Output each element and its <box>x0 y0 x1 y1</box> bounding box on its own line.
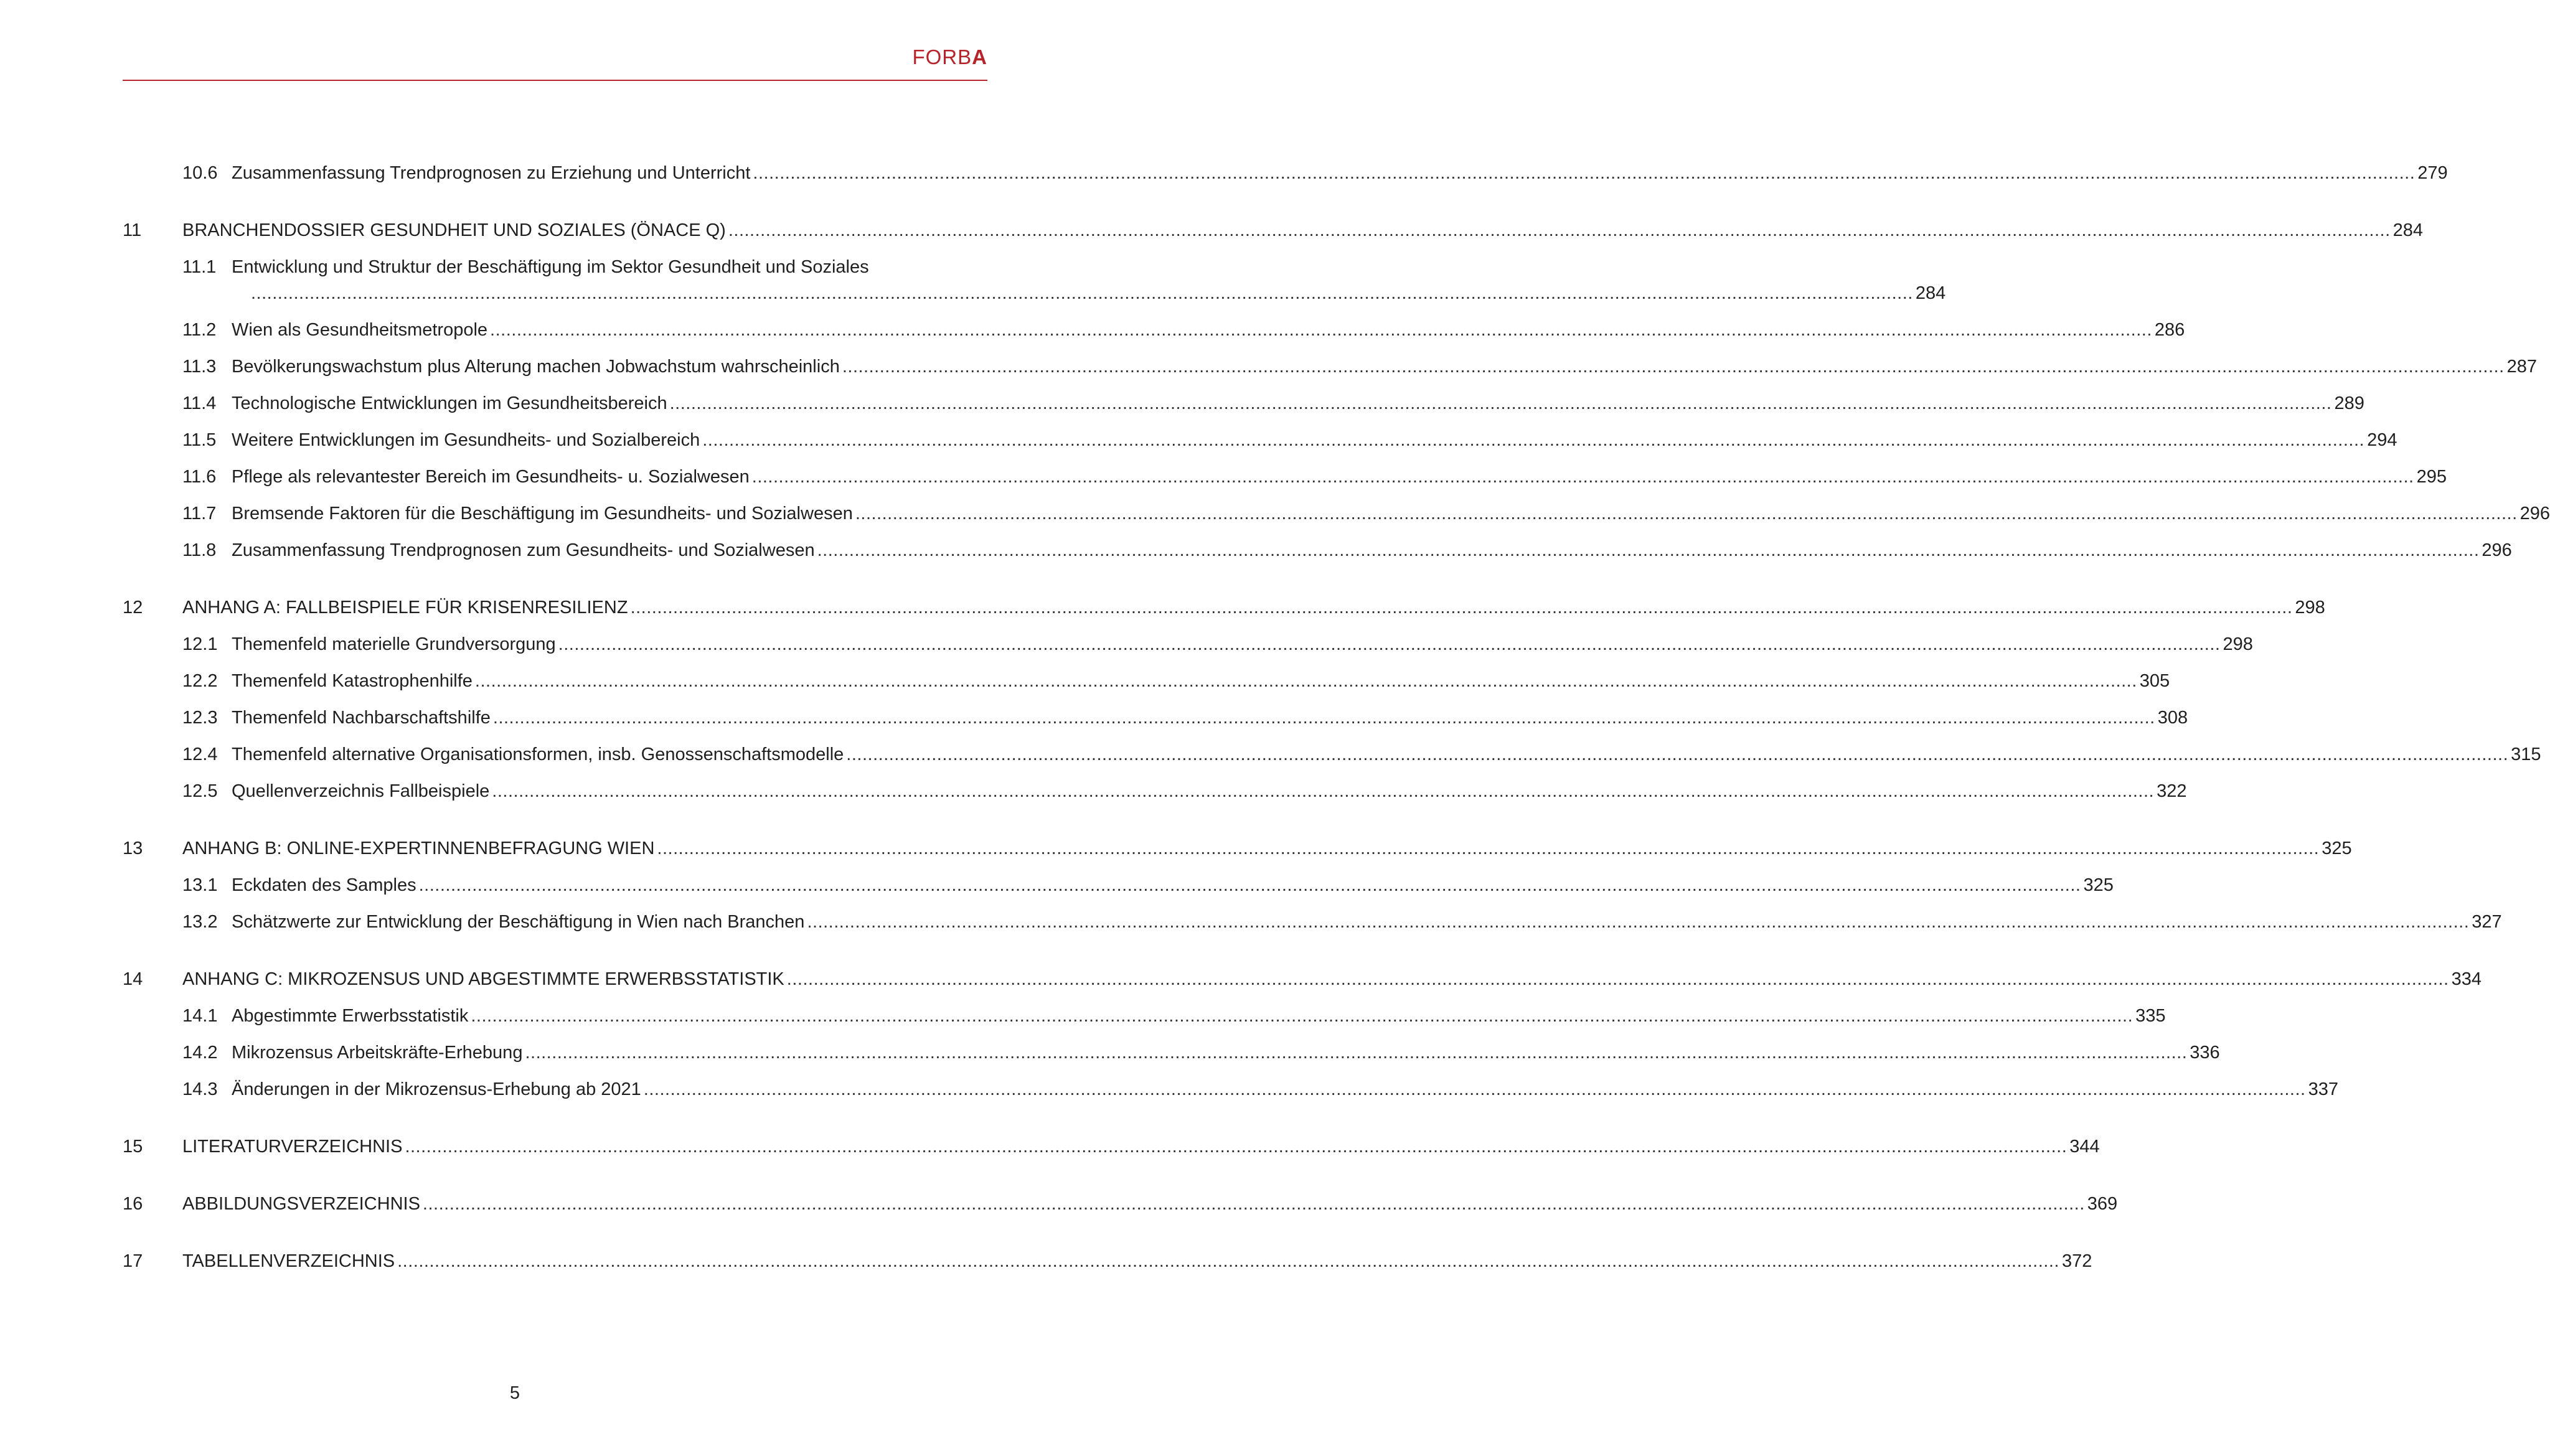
toc-number: 11.6 <box>182 467 217 487</box>
toc-page: 298 <box>2295 598 2325 618</box>
toc-entry-11-8[interactable] <box>123 538 2512 563</box>
toc-leader: ........................................................................................................................................................................................................................................................................................................................ <box>817 540 2480 560</box>
toc-page: 296 <box>2482 540 2512 560</box>
toc-entry-12-2[interactable] <box>123 669 2170 693</box>
toc-leader: ........................................................................................................................................................................................................................................................................................................................ <box>405 1137 2068 1157</box>
logo-text: FORB <box>912 45 972 68</box>
toc-entry-15[interactable] <box>123 1134 2100 1159</box>
toc-number: 11.5 <box>182 430 217 450</box>
toc-entry-11-2[interactable] <box>123 317 2185 342</box>
toc-leader: ........................................................................................................................................................................................................................................................................................................................ <box>630 598 2293 618</box>
toc-title: Zusammenfassung Trendprognosen zum Gesundheits- und Sozialwesen <box>232 540 815 560</box>
toc-leader: ........................................................................................................................................................................................................................................................................................................................ <box>492 708 2155 728</box>
toc-entry-11-5[interactable] <box>123 428 2397 453</box>
toc-title: Pflege als relevantester Bereich im Gesundheits- u. Sozialwesen <box>232 467 750 487</box>
toc-number: 17 <box>123 1251 143 1271</box>
toc-number: 11.2 <box>182 320 217 340</box>
forba-logo <box>809 45 987 70</box>
toc-page: 295 <box>2416 467 2447 487</box>
toc-page: 315 <box>2511 744 2541 764</box>
toc-entry-10-6[interactable] <box>123 161 2448 186</box>
toc-leader: ........................................................................................................................................................................................................................................................................................................................ <box>474 671 2137 691</box>
toc-title: Themenfeld Nachbarschaftshilfe <box>232 708 491 728</box>
toc-entry-12-1[interactable] <box>123 632 2253 657</box>
toc-number: 11.3 <box>182 357 217 377</box>
toc-entry-14-2[interactable] <box>123 1040 2220 1065</box>
toc-page: 322 <box>2157 781 2187 801</box>
toc-entry-12-3[interactable] <box>123 705 2188 730</box>
toc-title: LITERATURVERZEICHNIS <box>182 1137 403 1157</box>
toc-page: 369 <box>2087 1194 2118 1214</box>
toc-leader: ........................................................................................................................................................................................................................................................................................................................ <box>807 912 2470 932</box>
toc-leader: ........................................................................................................................................................................................................................................................................................................................ <box>558 634 2221 654</box>
toc-title: Abgestimmte Erwerbsstatistik <box>232 1006 469 1026</box>
toc-number: 10.6 <box>182 163 218 183</box>
toc-page: 284 <box>1915 283 1946 303</box>
toc-number: 12 <box>123 598 143 618</box>
toc-number: 12.3 <box>182 708 218 728</box>
toc-entry-12-5[interactable] <box>123 779 2187 804</box>
toc-leader: ........................................................................................................................................................................................................................................................................................................................ <box>728 220 2391 240</box>
toc-title: Wien als Gesundheitsmetropole <box>232 320 488 340</box>
toc-number: 12.5 <box>182 781 218 801</box>
toc-leader: ........................................................................................................................................................................................................................................................................................................................ <box>842 357 2505 377</box>
toc-leader: ........................................................................................................................................................................................................................................................................................................................ <box>492 781 2155 801</box>
toc-leader: ........................................................................................................................................................................................................................................................................................................................ <box>702 430 2365 450</box>
toc-number: 14.2 <box>182 1043 218 1063</box>
toc-number: 15 <box>123 1137 143 1157</box>
toc-title: Weitere Entwicklungen im Gesundheits- und Sozialbereich <box>232 430 700 450</box>
logo-accent: A <box>972 45 987 68</box>
toc-page: 344 <box>2069 1137 2100 1157</box>
toc-page: 308 <box>2157 708 2188 728</box>
toc-title: Bremsende Faktoren für die Beschäftigung im Gesundheits- und Sozialwesen <box>232 504 853 524</box>
toc-title: Bevölkerungswachstum plus Alterung machen Jobwachstum wahrscheinlich <box>232 357 840 377</box>
toc-leader: ........................................................................................................................................................................................................................................................................................................................ <box>786 969 2449 989</box>
toc-page: 296 <box>2519 504 2550 524</box>
toc-title: Mikrozensus Arbeitskräfte-Erhebung <box>232 1043 523 1063</box>
toc-entry-11-7[interactable] <box>123 501 2550 526</box>
toc-leader: ........................................................................................................................................................................................................................................................................................................................ <box>855 504 2518 524</box>
toc-page: 372 <box>2061 1251 2092 1271</box>
toc-entry-13-1[interactable] <box>123 873 2114 898</box>
toc-number: 13.2 <box>182 912 218 932</box>
toc-title: Themenfeld alternative Organisationsformen, insb. Genossenschaftsmodelle <box>232 744 844 764</box>
toc-entry-14-1[interactable] <box>123 1003 2166 1028</box>
toc-title: Themenfeld materielle Grundversorgung <box>232 634 556 654</box>
toc-leader: ........................................................................................................................................................................................................................................................................................................................ <box>490 320 2152 340</box>
toc-page: 327 <box>2472 912 2502 932</box>
toc-title: Technologische Entwicklungen im Gesundheitsbereich <box>232 393 667 413</box>
toc-page: 337 <box>2308 1079 2338 1099</box>
toc-page: 325 <box>2322 838 2352 858</box>
toc-title: Themenfeld Katastrophenhilfe <box>232 671 473 691</box>
toc-entry-13-2[interactable] <box>123 909 2502 934</box>
toc-page: 336 <box>2190 1043 2220 1063</box>
toc-leader: ........................................................................................................................................................................................................................................................................................................................ <box>657 838 2320 858</box>
toc-entry-11-6[interactable] <box>123 464 2447 489</box>
toc-number: 12.2 <box>182 671 218 691</box>
toc-page: 335 <box>2135 1006 2166 1026</box>
toc-page: 334 <box>2451 969 2482 989</box>
toc-entry-11-1-continuation[interactable] <box>251 281 1946 306</box>
toc-entry-17[interactable] <box>123 1249 2092 1274</box>
toc-entry-12-4[interactable] <box>123 742 2541 767</box>
toc-number: 14 <box>123 969 143 989</box>
toc-title: Zusammenfassung Trendprognosen zu Erziehung und Unterricht <box>232 163 751 183</box>
toc-page: 294 <box>2367 430 2397 450</box>
toc-entry-13[interactable] <box>123 836 2352 861</box>
toc-entry-11-4[interactable] <box>123 391 2364 416</box>
toc-number: 12.1 <box>182 634 218 654</box>
toc-page: 305 <box>2139 671 2170 691</box>
toc-number: 11.4 <box>182 393 217 413</box>
toc-page: 284 <box>2392 220 2424 240</box>
page-number: 5 <box>509 1383 520 1403</box>
toc-leader: ........................................................................................................................................................................................................................................................................................................................ <box>525 1043 2188 1063</box>
toc-number: 14.1 <box>182 1006 218 1026</box>
toc-leader: ........................................................................................................................................................................................................................................................................................................................ <box>669 393 2332 413</box>
toc-entry-14-3[interactable] <box>123 1077 2338 1102</box>
toc-leader: ........................................................................................................................................................................................................................................................................................................................ <box>422 1194 2085 1214</box>
toc-title: Schätzwerte zur Entwicklung der Beschäftigung in Wien nach Branchen <box>232 912 805 932</box>
toc-leader: ........................................................................................................................................................................................................................................................................................................................ <box>471 1006 2134 1026</box>
toc-number: 14.3 <box>182 1079 218 1099</box>
toc-page: 279 <box>2417 163 2448 183</box>
toc-title: ANHANG A: FALLBEISPIELE FÜR KRISENRESILIENZ <box>182 598 628 618</box>
toc-page: 289 <box>2334 393 2364 413</box>
toc-title: ANHANG C: MIKROZENSUS UND ABGESTIMMTE ERWERBSSTATISTIK <box>182 969 784 989</box>
toc-title: ABBILDUNGSVERZEICHNIS <box>182 1194 420 1214</box>
toc-entry-11[interactable] <box>123 218 2424 243</box>
toc-title: Eckdaten des Samples <box>232 875 416 895</box>
toc-page: 325 <box>2083 875 2114 895</box>
toc-title: Änderungen in der Mikrozensus-Erhebung ab 2021 <box>232 1079 641 1099</box>
toc-number: 13 <box>123 838 143 858</box>
toc-entry-12[interactable] <box>123 595 2325 620</box>
toc-leader: ........................................................................................................................................................................................................................................................................................................................ <box>251 283 1913 303</box>
toc-leader: ........................................................................................................................................................................................................................................................................................................................ <box>846 744 2509 764</box>
toc-title: TABELLENVERZEICHNIS <box>182 1251 395 1271</box>
toc-leader: ........................................................................................................................................................................................................................................................................................................................ <box>397 1251 2059 1271</box>
toc-title: Entwicklung und Struktur der Beschäftigung im Sektor Gesundheit und Soziales <box>232 257 869 277</box>
toc-leader: ........................................................................................................................................................................................................................................................................................................................ <box>751 467 2414 487</box>
toc-entry-14[interactable] <box>123 967 2482 992</box>
toc-page: 287 <box>2506 357 2538 377</box>
toc-entry-11-3[interactable] <box>123 354 2538 379</box>
toc-entry-16[interactable] <box>123 1191 2118 1216</box>
toc-number: 11.1 <box>182 257 217 277</box>
toc-leader: ........................................................................................................................................................................................................................................................................................................................ <box>418 875 2081 895</box>
toc-number: 12.4 <box>182 744 218 764</box>
toc-title: Quellenverzeichnis Fallbeispiele <box>232 781 490 801</box>
toc-title: BRANCHENDOSSIER GESUNDHEIT UND SOZIALES (ÖNACE Q) <box>182 220 726 240</box>
toc-leader: ........................................................................................................................................................................................................................................................................................................................ <box>643 1079 2306 1099</box>
toc-number: 11 <box>123 220 142 240</box>
toc-number: 13.1 <box>182 875 218 895</box>
toc-number: 11.7 <box>182 504 217 524</box>
toc-page: 298 <box>2223 634 2253 654</box>
toc-page: 286 <box>2154 320 2185 340</box>
toc-number: 11.8 <box>182 540 217 560</box>
toc-number: 16 <box>123 1194 143 1214</box>
toc-entry-11-1[interactable] <box>123 255 910 279</box>
toc-title: ANHANG B: ONLINE-EXPERTINNENBEFRAGUNG WIEN <box>182 838 655 858</box>
toc-leader: ........................................................................................................................................................................................................................................................................................................................ <box>753 163 2416 183</box>
header-divider <box>123 80 987 81</box>
